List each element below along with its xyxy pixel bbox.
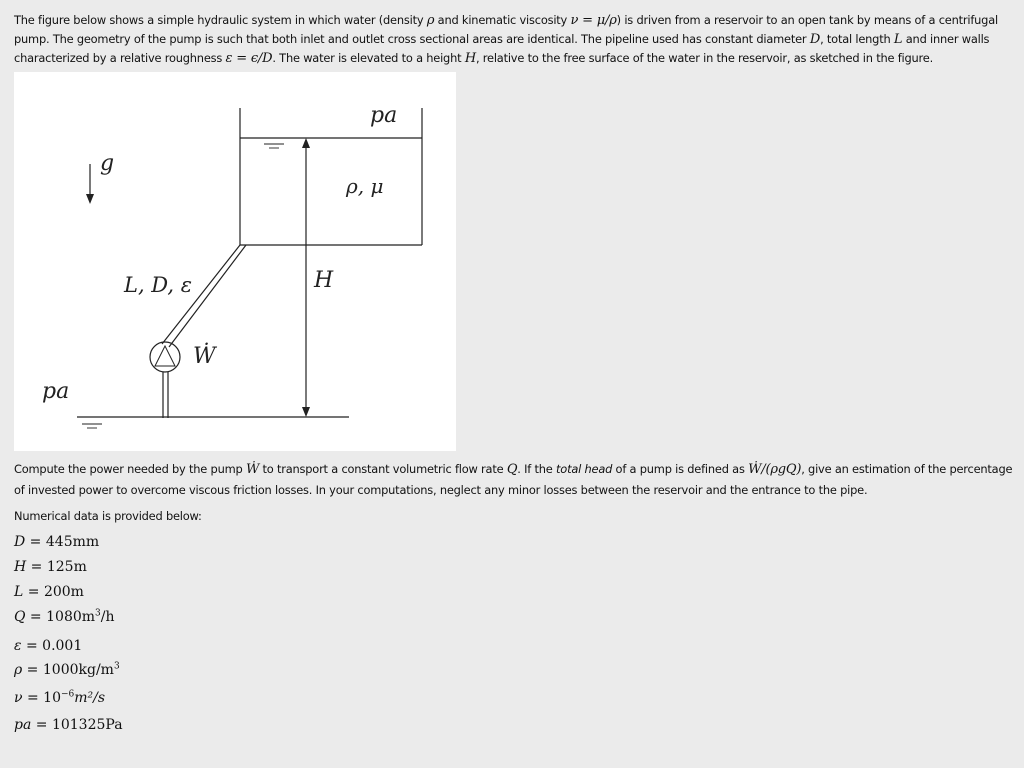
- question-paragraph: [14, 459, 1020, 500]
- data-row-flowrate: $Q = 1080m^3/h$: [14, 608, 115, 625]
- data-value: 125m: [46, 559, 87, 575]
- data-value: 445mm: [45, 534, 100, 550]
- roughness-definition: ε = ϵ/D: [225, 51, 273, 67]
- hydraulic-system-figure: [14, 72, 456, 451]
- data-unit-tail: /h: [100, 609, 115, 625]
- data-value: 1080m: [46, 609, 96, 625]
- data-symbol: Q: [14, 609, 26, 625]
- flowrate-symbol: Q: [506, 462, 518, 477]
- data-value: 101325Pa: [51, 717, 123, 733]
- hydraulic-diagram: [14, 72, 456, 451]
- data-row-diameter: D = 445mm: [14, 534, 100, 550]
- intro-text-7: , relative to the free surface of the water in the reservoir, as sketched in the figure.: [475, 51, 933, 66]
- data-row-roughness: ε = 0.001: [14, 638, 83, 654]
- gravity-arrow-head: [86, 194, 94, 204]
- data-value: 1000kg/m: [42, 662, 114, 678]
- data-exponent: 3: [113, 661, 120, 672]
- data-value: 10: [43, 690, 61, 706]
- data-symbol: ν: [14, 690, 23, 706]
- intro-text-3: ) is driven from a reservoir to an open tank by means of a centrifugal pump. The geometry of the pump is such that both inlet and outlet cross sectional areas are identical. The pipeline used has constant diameter: [14, 13, 998, 47]
- data-symbol: H: [14, 559, 27, 575]
- question-text-2: to transport a constant volumetric flow rate: [259, 462, 507, 476]
- tank-pressure-label: pa: [370, 103, 398, 128]
- fluid-properties-label: ρ, μ: [346, 174, 384, 198]
- data-row-length: L = 200m: [14, 584, 84, 600]
- data-row-pressure: pa = 101325Pa: [14, 717, 123, 733]
- height-symbol: H: [464, 51, 476, 67]
- numerical-data-lead: Numerical data is provided below:: [14, 509, 202, 523]
- question-text-3: . If the: [517, 462, 557, 476]
- data-value: 0.001: [42, 638, 83, 654]
- data-symbol: ε: [14, 638, 22, 654]
- data-row-viscosity: $\nu = 10^{-6}m^2/s$: [14, 689, 106, 706]
- pipe-properties-label: L, D, ε: [124, 273, 193, 297]
- length-symbol: L: [893, 32, 903, 48]
- question-text-5: , give an estimation of the percentage of invested power to overcome viscous friction losses. In your computations, neglect any minor losses between the reservoir and the entrance to the pipe.: [14, 462, 1013, 497]
- intro-text-5: and inner walls characterized by a relative roughness: [14, 32, 990, 66]
- intro-text-6: . The water is elevated to a height: [272, 51, 465, 66]
- height-arrow-top: [302, 138, 310, 148]
- intro-text-4: , total length: [820, 32, 894, 47]
- data-unit-tail: m²/s: [74, 690, 106, 706]
- power-symbol: Ẇ: [245, 462, 260, 477]
- data-row-density: $\rho = 1000kg/m^3$: [14, 661, 120, 678]
- data-exponent: 3: [95, 608, 101, 619]
- data-symbol: ρ: [14, 662, 23, 678]
- rho-symbol: ρ: [426, 13, 435, 28]
- data-exponent: −6: [60, 689, 75, 700]
- nu-definition: ν = μ/ρ: [570, 13, 617, 28]
- question-text-1: Compute the power needed by the pump: [14, 462, 246, 476]
- data-symbol: pa: [14, 717, 32, 733]
- question-text-4: of a pump is defined as: [612, 462, 749, 476]
- head-definition: Ẇ/(ρgQ): [748, 462, 802, 477]
- pump-triangle: [155, 346, 175, 366]
- total-head-emphasis: total head: [556, 462, 613, 476]
- data-row-height: H = 125m: [14, 559, 87, 575]
- reservoir-pressure-label: pa: [42, 379, 70, 404]
- data-symbol: D: [14, 534, 26, 550]
- data-value: 200m: [43, 584, 84, 600]
- diameter-symbol: D: [809, 32, 821, 48]
- gravity-label: g: [100, 151, 115, 176]
- intro-text-2: and kinematic viscosity: [434, 13, 571, 27]
- height-arrow-bottom: [302, 407, 310, 417]
- intro-text-1: The figure below shows a simple hydraulic system in which water (density: [14, 13, 427, 27]
- height-label: H: [314, 268, 334, 293]
- intro-paragraph: [14, 11, 1020, 69]
- data-symbol: L: [14, 584, 24, 600]
- pump-power-label: Ẇ: [193, 344, 216, 369]
